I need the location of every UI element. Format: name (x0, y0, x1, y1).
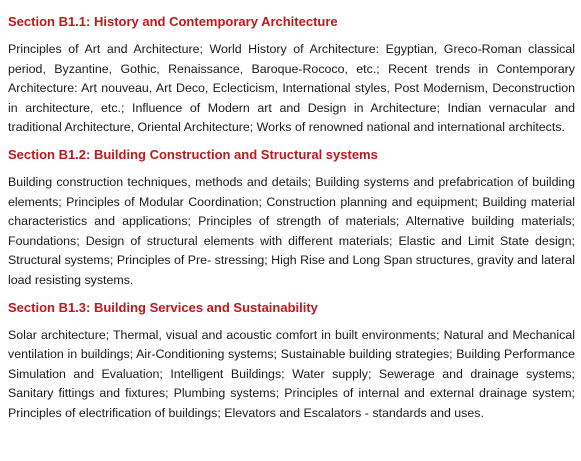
section-heading: Section B1.3: Building Services and Sustainability (8, 299, 318, 315)
section-b1-1 (8, 14, 575, 138)
section-body: Building construction techniques, methods and details; Building systems and prefabrication of building elements; Principles of Modular Coordination; Construction planning and equipment; Building material characteristics and applications; Principles of strength of materials; Alternative building materials; Foundations; Design of structural elements with different materials; Elastic and Limit State design; Structural systems; Principles of Pre- stressing; High Rise and Long Span structures, gravity and lateral load resisting systems. (8, 174, 575, 287)
section-body: Solar architecture; Thermal, visual and acoustic comfort in built environments; Natural and Mechanical ventilation in buildings; Air-Conditioning systems; Sustainable building strategies; Building Performance Simulation and Evaluation; Intelligent Buildings; Water supply; Sewerage and drainage systems; Sanitary fittings and fixtures; Plumbing systems; Principles of internal and external drainage system; Principles of electrification of buildings; Elevators and Escalators - standards and uses. (8, 327, 575, 420)
section-b1-3 (8, 300, 575, 424)
section-body: Principles of Art and Architecture; World History of Architecture: Egyptian, Greco-Roman classical period, Byzantine, Gothic, Renaissance, Baroque-Rococo, etc.; Recent trends in Contemporary Architecture: Art nouveau, Art Deco, Eclecticism, International styles, Post Modernism, Deconstruction in architecture, etc.; Influence of Modern art and Design in Architecture; Indian vernacular and traditional Architecture, Oriental Architecture; Works of renowned national and international architects. (8, 42, 575, 135)
section-b1-2 (8, 147, 575, 291)
section-heading: Section B1.2: Building Construction and Structural systems (8, 146, 378, 162)
section-heading: Section B1.1: History and Contemporary Architecture (8, 14, 338, 29)
